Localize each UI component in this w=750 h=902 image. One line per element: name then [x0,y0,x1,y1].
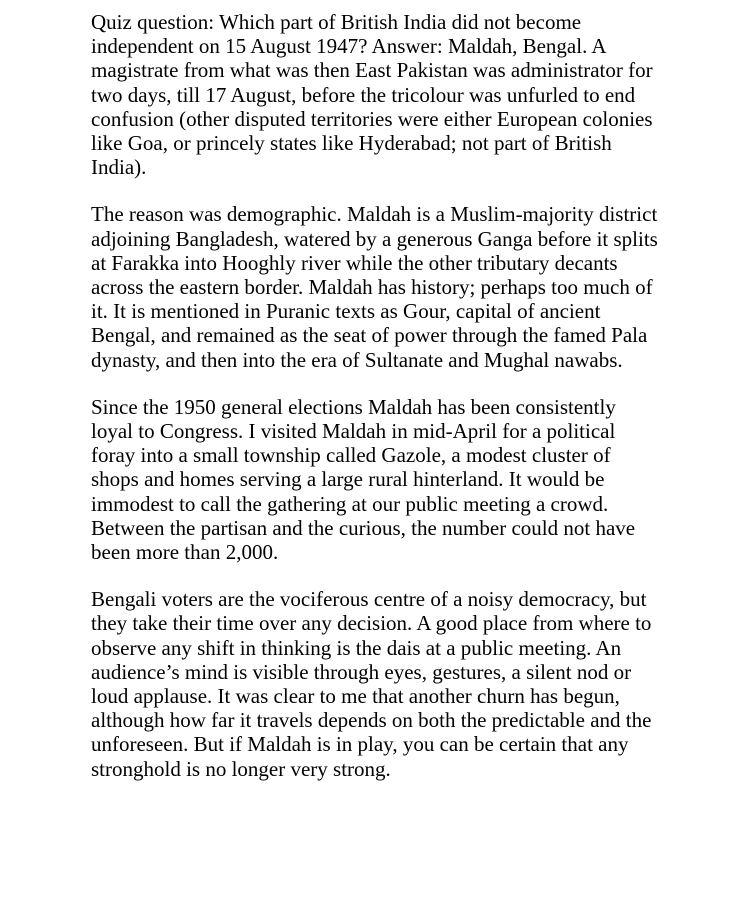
paragraph-congress-loyalty: Since the 1950 general elections Maldah has been consistently loyal to Congress. I visited Maldah in mid-April for a political foray into a small township called Gazole, a modest cluster of shops and homes serving a large rural hinterland. It would be immodest to call the gathering at our public meeting a crowd. Between the partisan and the curious, the number could not have been more than 2,000. [91,394,636,565]
paragraph-bengali-voters: Bengali voters are the vociferous centre of a noisy democracy, but they take their time over any decision. A good place from where to observe any shift in thinking is the dais at a public meeting. An audience’s mind is visible through eyes, gestures, a silent nod or loud applause. It was clear to me that another churn has begun, although how far it travels depends on both the predictable and the unforeseen. But if Maldah is in play, you can be certain that any stronghold is no longer very strong. [91,587,652,781]
paragraph-demographic-reason: The reason was demographic. Maldah is a Muslim-majority district adjoining Bangladesh, watered by a generous Ganga before it splits at Farakka into Hooghly river while the other tributary decants across the eastern border. Maldah has history; perhaps too much of it. It is mentioned in Puranic texts as Gour, capital of ancient Bengal, and remained as the seat of power through the famed Pala dynasty, and then into the era of Sultanate and Mughal nawabs. [91,202,658,372]
paragraph-quiz-question: Quiz question: Which part of British India did not become independent on 15 August 1947? Answer: Maldah, Bengal. A magistrate from what was then East Pakistan was administrator for two days, till 17 August, before the tricolour was unfurled to end confusion (other disputed territories were either European colonies like Goa, or princely states like Hyderabad; not part of British India). [91,10,653,180]
